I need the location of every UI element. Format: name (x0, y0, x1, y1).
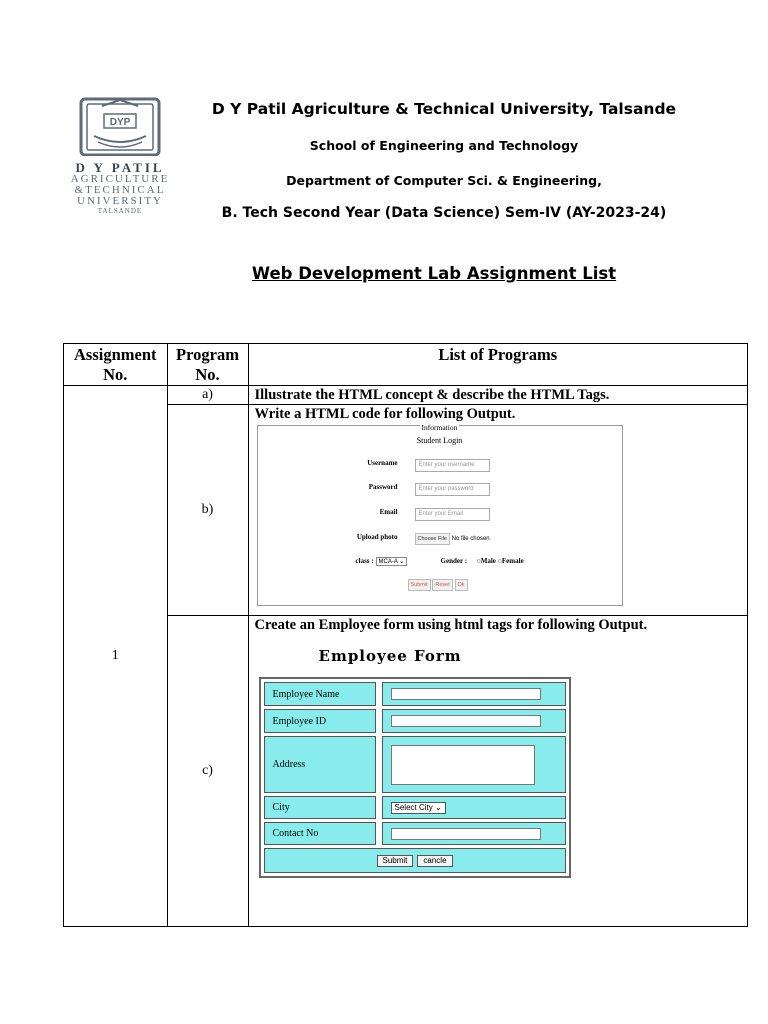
program-b-cell (248, 405, 747, 616)
logo-line-2: AGRICULTURE (70, 173, 170, 185)
ok-button: Ok (455, 579, 468, 591)
employee-form-title: Employee Form (318, 647, 462, 665)
assignment-table (63, 343, 748, 927)
table-row (64, 616, 748, 927)
email-label: Email (379, 508, 398, 516)
gender-radios: ○Male ○Female (476, 557, 524, 565)
submit-button: Submit (408, 579, 431, 591)
city-label: City (264, 796, 376, 819)
student-login-screenshot (257, 425, 623, 606)
employee-buttons-row (264, 848, 566, 873)
password-field: Enter your password (415, 483, 490, 496)
address-textarea (391, 745, 535, 785)
employee-name-row (264, 682, 566, 706)
male-label: Male (480, 557, 496, 565)
female-label: Female (501, 557, 524, 565)
class-label: class : (355, 557, 374, 565)
city-select-value: Select City (394, 802, 433, 812)
no-file-text: No file chosen (451, 536, 490, 542)
header-program-no: Program No. (167, 344, 248, 386)
fieldset-legend: Information (421, 423, 458, 432)
class-select: MCA-A ⌄ (376, 557, 408, 566)
employee-id-row (264, 709, 566, 733)
class-select-value: MCA-A (378, 559, 398, 565)
document-title: Web Development Lab Assignment List (251, 264, 617, 283)
program-a-text: Illustrate the HTML concept & describe the HTML Tags. (248, 386, 747, 405)
address-label: Address (264, 736, 376, 793)
program-c-text: Create an Employee form using html tags for following Output. (254, 617, 648, 633)
logo-line-3: &TECHNICAL (74, 184, 166, 196)
employee-form-screenshot (259, 677, 571, 878)
city-select: Select City ⌄ (391, 802, 446, 814)
logo-line-5: TALSANDE (97, 207, 143, 215)
employee-name-input (391, 688, 541, 700)
address-row (264, 736, 566, 793)
contact-row (264, 822, 566, 845)
choose-file-button: Choose File (415, 533, 450, 545)
employee-cancel-button: cancle (417, 855, 452, 867)
login-title: Student Login (416, 436, 463, 445)
program-no-b: b) (167, 405, 248, 616)
employee-submit-button: Submit (377, 855, 414, 867)
header-list-of-programs: List of Programs (248, 344, 747, 386)
department-name: Department of Computer Sci. & Engineering, (286, 173, 602, 188)
assignment-number: 1 (64, 386, 168, 927)
login-buttons (408, 579, 468, 591)
program-no-c: c) (167, 616, 248, 927)
course-info: B. Tech Second Year (Data Science) Sem-IV (AY-2023-24) (221, 205, 667, 221)
program-no-a: a) (167, 386, 248, 405)
employee-name-label: Employee Name (264, 682, 376, 706)
email-field: Enter your Email (415, 508, 490, 521)
username-field: Enter your username (415, 459, 490, 472)
reset-button: Reset (432, 579, 452, 591)
contact-label: Contact No (264, 822, 376, 845)
file-picker (415, 533, 490, 545)
table-row (64, 405, 748, 616)
program-b-text: Write a HTML code for following Output. (254, 406, 516, 422)
header-assignment-no: Assignment No. (64, 344, 168, 386)
contact-input (391, 828, 541, 840)
table-header-row (64, 344, 748, 386)
program-c-cell (248, 616, 747, 927)
employee-id-label: Employee ID (264, 709, 376, 733)
employee-id-input (391, 715, 541, 727)
school-name: School of Engineering and Technology (309, 138, 579, 153)
table-row (64, 386, 748, 405)
university-name: D Y Patil Agriculture & Technical University, Talsande (211, 100, 677, 118)
logo-line-4: UNIVERSITY (77, 195, 163, 207)
emblem-text: DYP (109, 117, 131, 128)
password-label: Password (368, 483, 398, 491)
gender-label: Gender : (440, 557, 468, 565)
photo-label: Upload photo (356, 533, 398, 541)
logo-line-1: D Y PATIL (75, 160, 165, 175)
username-label: Username (367, 459, 398, 467)
city-row (264, 796, 566, 819)
